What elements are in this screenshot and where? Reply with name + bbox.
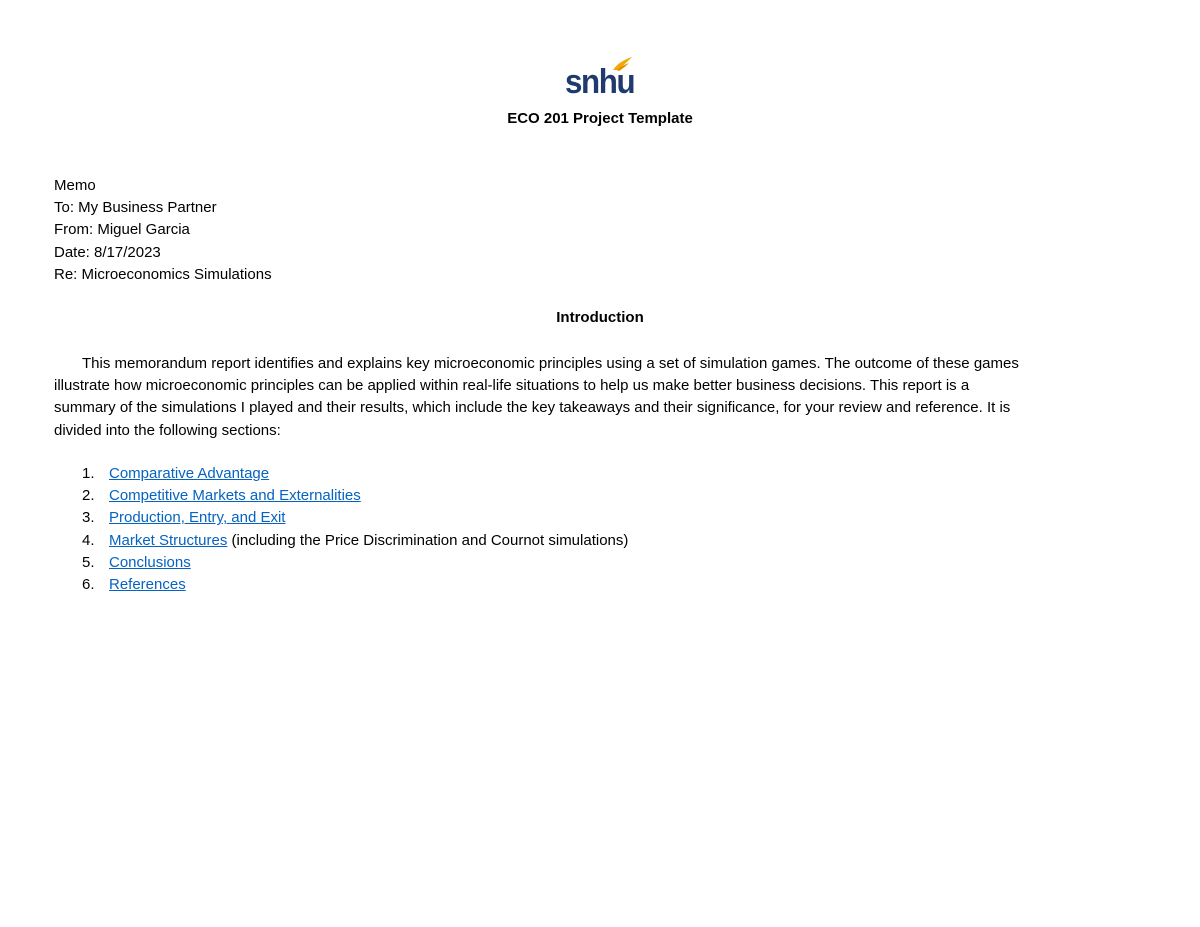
list-number: 5.	[82, 553, 95, 571]
memo-re: Re: Microeconomics Simulations	[54, 265, 272, 283]
list-number: 1.	[82, 465, 95, 482]
list-number: 6.	[82, 576, 95, 594]
link-competitive-markets[interactable]: Competitive Markets and Externalities	[109, 487, 361, 505]
memo-to: To: My Business Partner	[54, 199, 217, 217]
link-references[interactable]: References	[109, 576, 186, 594]
list-item	[54, 574, 628, 596]
list-item	[54, 530, 628, 552]
link-market-structures[interactable]: Market Structures	[109, 531, 228, 549]
list-suffix: (including the Price Discrimination and Cournot simulations)	[227, 531, 629, 549]
snhu-logo	[565, 56, 635, 102]
list-number: 2.	[82, 487, 95, 505]
list-number: 3.	[82, 509, 95, 527]
paragraph-line: summary of the simulations I played and their results, which include the key takeaways and their significance, for your review and reference. It is	[54, 399, 1011, 417]
memo-from: From: Miguel Garcia	[54, 221, 190, 239]
link-production-entry-exit[interactable]: Production, Entry, and Exit	[109, 509, 286, 527]
list-item	[54, 552, 628, 574]
paragraph-line: illustrate how microeconomic principles can be applied within real-life situations to help us make better business decisions. This report is a	[54, 377, 970, 395]
memo-date: Date: 8/17/2023	[54, 243, 161, 261]
link-conclusions[interactable]: Conclusions	[109, 553, 191, 571]
list-item	[54, 485, 628, 507]
memo-label: Memo	[54, 177, 96, 194]
link-comparative-advantage[interactable]: Comparative Advantage	[109, 465, 270, 482]
list-number: 4.	[82, 531, 95, 549]
logo-wordmark: snhu	[565, 63, 635, 101]
paragraph-line: divided into the following sections:	[54, 421, 281, 439]
memo-header	[54, 175, 272, 286]
paragraph-line: This memorandum report identifies and explains key microeconomic principles using a set of simulation games. The outcome of these games	[82, 355, 1019, 372]
section-list	[54, 463, 628, 596]
introduction-paragraph	[54, 353, 1134, 442]
list-item	[54, 507, 628, 529]
list-item	[54, 463, 628, 485]
document-title: ECO 201 Project Template	[507, 110, 693, 127]
introduction-heading: Introduction	[556, 309, 644, 326]
